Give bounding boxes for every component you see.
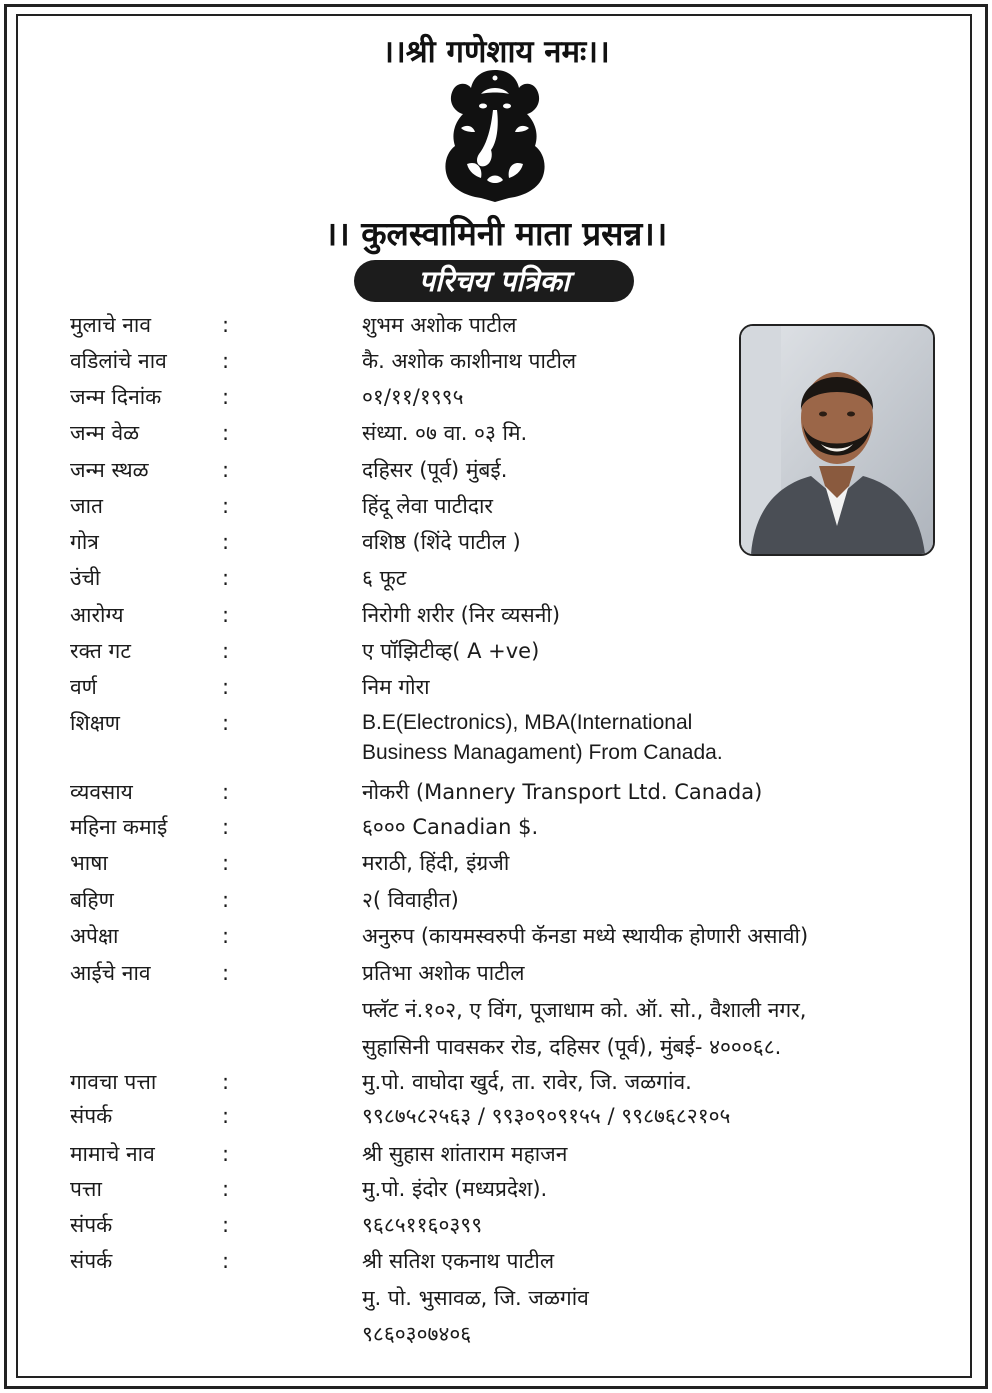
field-label: उंची xyxy=(70,566,101,590)
field-separator: : xyxy=(222,851,230,875)
field-separator: : xyxy=(222,1249,230,1273)
field-label: वडिलांचे नाव xyxy=(70,349,167,373)
field-label: संपर्क xyxy=(70,1249,113,1273)
field-value: श्री सतिश एकनाथ पाटील xyxy=(362,1249,555,1273)
field-label: अपेक्षा xyxy=(70,924,119,948)
field-separator: : xyxy=(222,313,230,337)
field-separator: : xyxy=(222,711,230,735)
field-separator: : xyxy=(222,349,230,373)
field-value: दहिसर (पूर्व) मुंबई. xyxy=(362,458,508,482)
field-separator: : xyxy=(222,530,230,554)
field-label: पत्ता xyxy=(70,1177,102,1201)
field-value: मु.पो. वाघोदा खुर्द, ता. रावेर, जि. जळगांव. xyxy=(362,1070,692,1094)
field-label: आईचे नाव xyxy=(70,961,151,985)
field-label: मुलाचे नाव xyxy=(70,313,152,337)
invocation-heading: ।।श्री गणेशाय नमः।। xyxy=(382,34,610,70)
field-separator: : xyxy=(222,815,230,839)
field-value: ६००० Canadian $. xyxy=(362,815,539,839)
field-separator: : xyxy=(222,888,230,912)
field-value: हिंदू लेवा पाटीदार xyxy=(362,494,494,518)
field-value: ६ फूट xyxy=(362,566,407,590)
field-value: अनुरुप (कायमस्वरुपी कॅनडा मध्ये स्थायीक होणारी असावी) xyxy=(362,924,809,948)
field-separator: : xyxy=(222,1213,230,1237)
field-value: फ्लॅट नं.१०२, ए विंग, पूजाधाम को. ऑ. सो., वैशाली नगर, xyxy=(362,998,807,1022)
field-separator: : xyxy=(222,924,230,948)
field-separator: : xyxy=(222,566,230,590)
field-value: प्रतिभा अशोक पाटील xyxy=(362,961,525,985)
field-value: शुभम अशोक पाटील xyxy=(362,313,517,337)
field-separator: : xyxy=(222,603,230,627)
field-separator: : xyxy=(222,780,230,804)
field-separator: : xyxy=(222,675,230,699)
field-label: रक्त गट xyxy=(70,639,131,663)
field-separator: : xyxy=(222,458,230,482)
field-value: ९६८५११६०३९९ xyxy=(362,1213,483,1237)
field-value: ए पॉझिटीव्ह( A +ve) xyxy=(362,639,540,663)
field-value: मराठी, हिंदी, इंग्रजी xyxy=(362,851,510,875)
field-value: कै. अशोक काशीनाथ पाटील xyxy=(362,349,577,373)
title-banner: परिचय पत्रिका xyxy=(354,260,634,302)
field-label: भाषा xyxy=(70,851,108,875)
field-value: ९८६०३०७४०६ xyxy=(362,1322,472,1346)
field-label: जात xyxy=(70,494,103,518)
field-value: ९९८७५८२५६३ / ९९३०९०९१५५ / ९९८७६८२१०५ xyxy=(362,1104,731,1128)
field-label: बहिण xyxy=(70,888,114,912)
field-label: आरोग्य xyxy=(70,603,124,627)
field-separator: : xyxy=(222,1142,230,1166)
field-value-continued: Business Managament) From Canada. xyxy=(362,741,723,764)
field-value: मु. पो. भुसावळ, जि. जळगांव xyxy=(362,1286,589,1310)
field-label: संपर्क xyxy=(70,1213,113,1237)
field-label: गोत्र xyxy=(70,530,99,554)
field-label: संपर्क xyxy=(70,1104,113,1128)
field-label: व्यवसाय xyxy=(70,780,133,804)
field-separator: : xyxy=(222,421,230,445)
field-label: गावचा पत्ता xyxy=(70,1070,157,1094)
field-separator: : xyxy=(222,1104,230,1128)
field-value: सुहासिनी पावसकर रोड, दहिसर (पूर्व), मुंबई- ४०००६८. xyxy=(362,1035,782,1059)
field-separator: : xyxy=(222,639,230,663)
field-value: २( विवाहीत) xyxy=(362,888,459,912)
field-value: नोकरी (Mannery Transport Ltd. Canada) xyxy=(362,780,763,804)
blessing-heading: ।। कुलस्वामिनी माता प्रसन्न।। xyxy=(324,214,668,253)
field-value: श्री सुहास शांताराम महाजन xyxy=(362,1142,568,1166)
field-separator: : xyxy=(222,385,230,409)
field-label: शिक्षण xyxy=(70,711,120,735)
field-separator: : xyxy=(222,1070,230,1094)
field-separator: : xyxy=(222,1177,230,1201)
field-value: ०१/११/१९९५ xyxy=(362,385,464,409)
field-value: निम गोरा xyxy=(362,675,430,699)
field-label: जन्म स्थळ xyxy=(70,458,149,482)
field-label: वर्ण xyxy=(70,675,97,699)
field-separator: : xyxy=(222,494,230,518)
field-label: मामाचे नाव xyxy=(70,1142,155,1166)
field-label: जन्म वेळ xyxy=(70,421,140,445)
field-label: महिना कमाई xyxy=(70,815,168,839)
field-value: वशिष्ठ (शिंदे पाटील ) xyxy=(362,530,521,554)
field-label: जन्म दिनांक xyxy=(70,385,162,409)
field-value: निरोगी शरीर (निर व्यसनी) xyxy=(362,603,561,627)
field-separator: : xyxy=(222,961,230,985)
field-value: मु.पो. इंदोर (मध्यप्रदेश). xyxy=(362,1177,548,1201)
field-value: संध्या. ०७ वा. ०३ मि. xyxy=(362,421,528,445)
field-value: B.E(Electronics), MBA(International xyxy=(362,711,693,734)
